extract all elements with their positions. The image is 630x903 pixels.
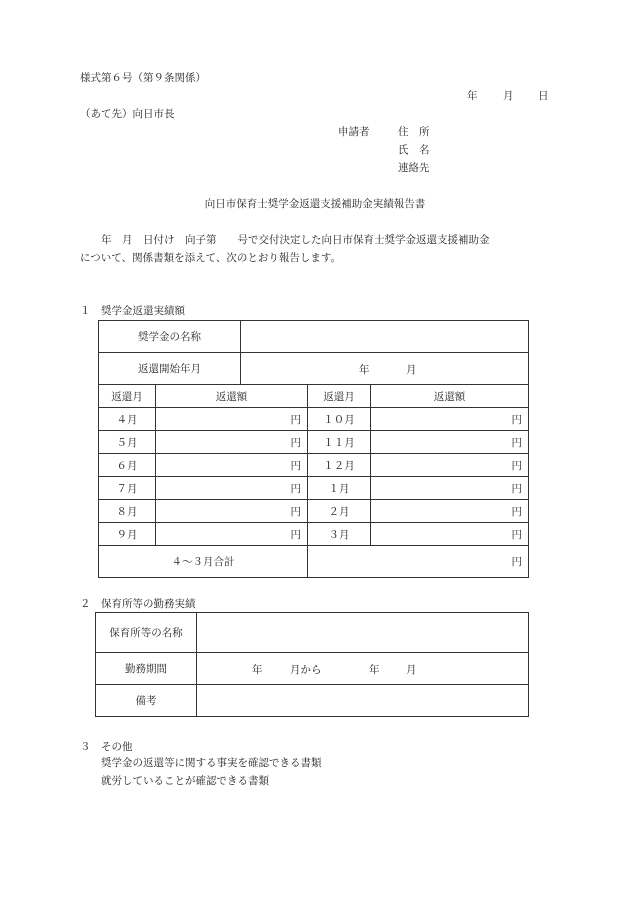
month-cell: １１月 (308, 431, 371, 454)
amount-cell[interactable]: 円 (156, 523, 308, 546)
applicant-name-label: 氏 名 (398, 144, 430, 156)
applicant-label: 申請者 (338, 126, 370, 138)
period-to-year: 年 (369, 664, 380, 676)
table-row (99, 431, 529, 454)
month-cell: ３月 (308, 523, 371, 546)
month-cell: ５月 (99, 431, 156, 454)
remarks-label: 備考 (96, 685, 197, 717)
amount-cell[interactable]: 円 (156, 408, 308, 431)
total-row (99, 546, 529, 578)
other-item-1: 奨学金の返還等に関する事実を確認できる書類 (101, 757, 322, 769)
header-amount-1: 返還額 (156, 385, 308, 408)
start-year-label: 年 (359, 364, 370, 376)
body-text-line2: について、関係書類を添えて、次のとおり報告します。 (80, 252, 342, 264)
addressee: （あて先）向日市長 (80, 108, 175, 120)
body-text-line1: 年 月 日付け 向子第 号で交付決定した向日市保育士奨学金返還支援補助金 (80, 234, 490, 246)
amount-cell[interactable]: 円 (371, 523, 529, 546)
amount-cell[interactable]: 円 (371, 408, 529, 431)
total-amount[interactable]: 円 (308, 546, 529, 578)
header-month-2: 返還月 (308, 385, 371, 408)
amount-cell[interactable]: 円 (371, 500, 529, 523)
repayment-header-row (99, 385, 529, 408)
month-cell: ４月 (99, 408, 156, 431)
form-number: 様式第６号（第９条関係） (80, 72, 206, 84)
remarks-value[interactable] (197, 685, 529, 717)
table-row (99, 477, 529, 500)
header-month-1: 返還月 (99, 385, 156, 408)
repayment-start-value[interactable] (241, 353, 529, 385)
amount-cell[interactable]: 円 (156, 477, 308, 500)
other-item-2: 就労していることが確認できる書類 (101, 775, 269, 787)
date-year-label: 年 (467, 90, 478, 102)
table-row (99, 408, 529, 431)
scholarship-name-value[interactable] (241, 321, 529, 353)
amount-cell[interactable]: 円 (371, 477, 529, 500)
work-period-value[interactable] (197, 653, 529, 685)
month-cell: ２月 (308, 500, 371, 523)
repayment-table (98, 384, 529, 578)
table-row (99, 500, 529, 523)
date-month-label: 月 (503, 90, 514, 102)
scholarship-name-label: 奨学金の名称 (99, 321, 241, 353)
applicant-contact-label: 連絡先 (398, 162, 430, 174)
month-cell: １月 (308, 477, 371, 500)
month-cell: ８月 (99, 500, 156, 523)
work-period-label: 勤務期間 (96, 653, 197, 685)
month-cell: ６月 (99, 454, 156, 477)
month-cell: １０月 (308, 408, 371, 431)
amount-cell[interactable]: 円 (371, 454, 529, 477)
start-month-label: 月 (406, 364, 417, 376)
section1-heading: １ 奨学金返還実績額 (80, 305, 185, 317)
document-title: 向日市保育士奨学金返還支援補助金実績報告書 (204, 198, 426, 210)
period-to-month: 月 (406, 664, 417, 676)
period-from-year: 年 (252, 664, 263, 676)
repayment-start-label: 返還開始年月 (99, 353, 241, 385)
total-label: ４～３月合計 (99, 546, 308, 578)
amount-cell[interactable]: 円 (371, 431, 529, 454)
applicant-address-label: 住 所 (398, 126, 430, 138)
header-amount-2: 返還額 (371, 385, 529, 408)
facility-name-value[interactable] (197, 613, 529, 653)
work-record-table (95, 612, 529, 717)
amount-cell[interactable]: 円 (156, 431, 308, 454)
scholarship-info-table (98, 320, 529, 385)
amount-cell[interactable]: 円 (156, 454, 308, 477)
table-row (99, 454, 529, 477)
section2-heading: ２ 保育所等の勤務実績 (80, 598, 196, 610)
month-cell: １２月 (308, 454, 371, 477)
section3-heading: ３ その他 (80, 741, 133, 753)
date-day-label: 日 (538, 90, 549, 102)
month-cell: ９月 (99, 523, 156, 546)
facility-name-label: 保育所等の名称 (96, 613, 197, 653)
table-row (99, 523, 529, 546)
period-from-month: 月から (290, 664, 322, 676)
month-cell: ７月 (99, 477, 156, 500)
amount-cell[interactable]: 円 (156, 500, 308, 523)
